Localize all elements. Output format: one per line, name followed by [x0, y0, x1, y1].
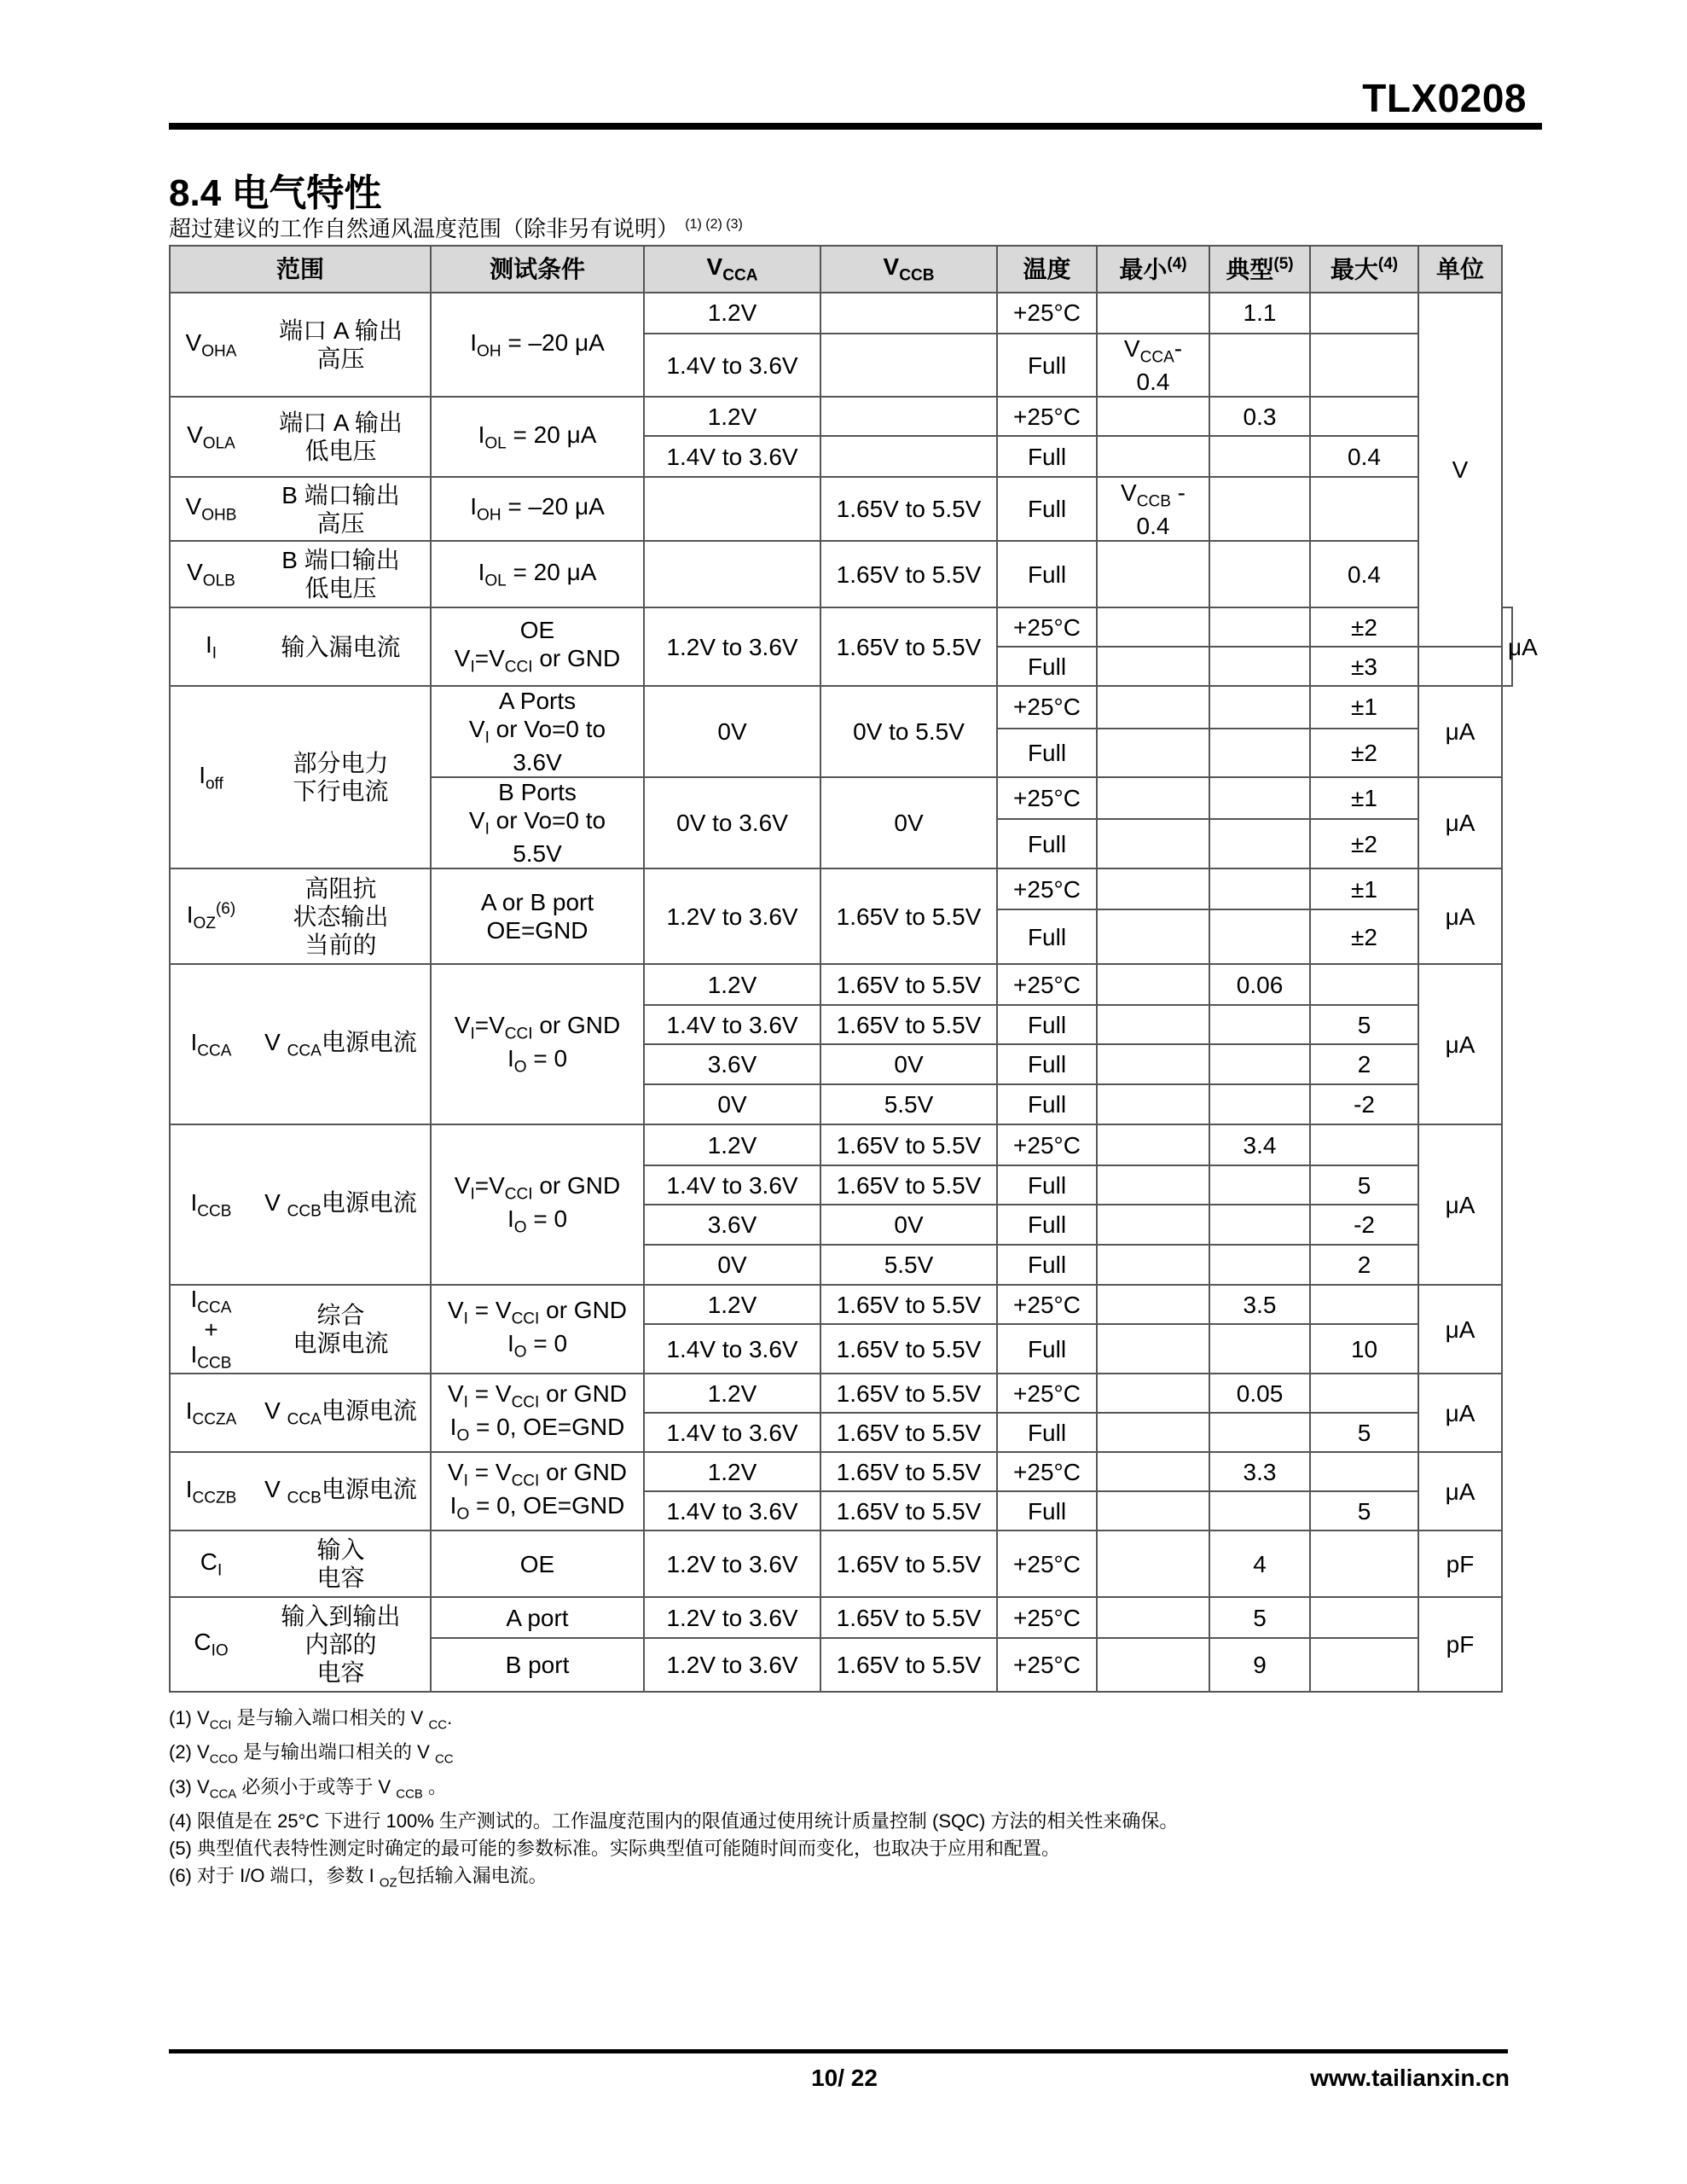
- max-cell: ±2: [1310, 729, 1418, 778]
- min-cell-voha: $V_{CCA}-$ 0.4: [1097, 334, 1209, 397]
- vcca-cell: 0V: [644, 1245, 820, 1285]
- temp-cell: +25°C: [997, 964, 1097, 1005]
- typ-cell: [1209, 436, 1310, 477]
- typ-cell: 3.5: [1209, 1285, 1310, 1324]
- table-row: [170, 477, 1512, 541]
- description-volb: B 端口输出 低电压: [252, 541, 431, 607]
- min-cell: [1097, 1165, 1209, 1205]
- vcca-cell: 1.2V: [644, 1285, 820, 1324]
- unit-cell: μA: [1418, 686, 1502, 777]
- vcca-cell: 1.2V: [644, 964, 820, 1005]
- table-row: [170, 1285, 1512, 1324]
- vccb-cell: 1.65V to 5.5V: [820, 1124, 997, 1165]
- table-row: [170, 686, 1512, 728]
- condition-iccb: $V_I=V_{CCI}$ or GND $I_O = 0$: [431, 1124, 644, 1285]
- vcca-cell: 1.2V: [644, 293, 820, 334]
- header-conditions: 测试条件: [431, 246, 644, 293]
- min-cell: [1097, 1452, 1209, 1491]
- vccb-cell: [820, 397, 997, 436]
- max-cell: 2: [1310, 1044, 1418, 1084]
- max-cell: ±2: [1310, 607, 1418, 647]
- typ-cell: 0.3: [1209, 397, 1310, 436]
- temp-cell: Full: [997, 477, 1097, 541]
- min-cell: [1097, 436, 1209, 477]
- condition-cio-b: B port: [431, 1638, 644, 1692]
- temp-cell: +25°C: [997, 1531, 1097, 1597]
- vcca-cell: 1.2V to 3.6V: [644, 607, 820, 686]
- vcca-cell: 0V: [644, 1084, 820, 1124]
- max-cell: 0.4: [1310, 541, 1418, 607]
- condition-ii: OE $V_I=V_{CCI}$ or GND: [431, 607, 644, 686]
- typ-cell: [1209, 868, 1310, 909]
- temp-cell: Full: [997, 1413, 1097, 1452]
- max-cell: [1310, 397, 1418, 436]
- max-cell: ±2: [1310, 819, 1418, 868]
- temp-cell: +25°C: [997, 868, 1097, 909]
- temp-cell: +25°C: [997, 1285, 1097, 1324]
- table-header-row: [170, 246, 1512, 293]
- vccb-cell: 0V: [820, 1044, 997, 1084]
- footnote-4: (4) 限值是在 25°C 下进行 100% 生产测试的。工作温度范围内的限值通过使用统计质量控制 (SQC) 方法的相关性来确保。: [169, 1810, 1179, 1833]
- symbol-iccza: $I_{CCZA}$: [170, 1374, 252, 1452]
- vccb-cell: 1.65V to 5.5V: [820, 1597, 997, 1638]
- typ-cell: [1209, 1005, 1310, 1044]
- vcca-cell: 1.4V to 3.6V: [644, 334, 820, 397]
- table-row: [170, 1124, 1512, 1165]
- table-row: [170, 1374, 1512, 1413]
- vccb-cell: 5.5V: [820, 1245, 997, 1285]
- max-cell: 0.4: [1310, 436, 1418, 477]
- temp-cell: Full: [997, 729, 1097, 778]
- symbol-vohb: $V_{OHB}$: [170, 477, 252, 541]
- temp-cell: +25°C: [997, 777, 1097, 819]
- typ-cell: [1209, 607, 1310, 647]
- temp-cell: +25°C: [997, 686, 1097, 728]
- vcca-cell: 1.4V to 3.6V: [644, 1413, 820, 1452]
- vccb-cell: 0V: [820, 1205, 997, 1245]
- min-cell: [1097, 1638, 1209, 1692]
- min-cell: [1097, 1413, 1209, 1452]
- max-cell: ±3: [1310, 647, 1418, 686]
- table-row: [170, 293, 1512, 334]
- unit-cell: μA: [1418, 868, 1502, 964]
- vccb-cell: 1.65V to 5.5V: [820, 964, 997, 1005]
- vccb-cell: 1.65V to 5.5V: [820, 1638, 997, 1692]
- symbol-icca: $I_{CCA}$: [170, 964, 252, 1124]
- vcca-cell: 1.2V: [644, 397, 820, 436]
- temp-cell: Full: [997, 647, 1097, 686]
- typ-cell: [1209, 334, 1310, 397]
- typ-cell: 3.4: [1209, 1124, 1310, 1165]
- condition-cio-a: A port: [431, 1597, 644, 1638]
- header-vcca: $V_{CCA}$: [644, 246, 820, 293]
- vcca-cell: 1.4V to 3.6V: [644, 1005, 820, 1044]
- symbol-icca-plus-iccb: $I_{CCA}$ + $I_{CCB}$: [170, 1285, 252, 1374]
- symbol-icczb: $I_{CCZB}$: [170, 1452, 252, 1531]
- temp-cell: Full: [997, 541, 1097, 607]
- max-cell: ±1: [1310, 686, 1418, 728]
- min-cell: [1097, 1374, 1209, 1413]
- typ-cell: 0.06: [1209, 964, 1310, 1005]
- min-cell: [1097, 541, 1209, 607]
- max-cell: -2: [1310, 1205, 1418, 1245]
- header-vccb: $V_{CCB}$: [820, 246, 997, 293]
- description-iccb: V $_{CCB}$电源电流: [252, 1124, 431, 1285]
- vccb-cell: 1.65V to 5.5V: [820, 541, 997, 607]
- temp-cell: Full: [997, 1491, 1097, 1531]
- vcca-cell: 1.2V to 3.6V: [644, 1597, 820, 1638]
- description-voha: 端口 A 输出 高压: [252, 293, 431, 397]
- typ-cell: [1209, 1245, 1310, 1285]
- min-cell: [1097, 1205, 1209, 1245]
- min-cell: [1097, 686, 1209, 728]
- max-cell: -2: [1310, 1084, 1418, 1124]
- max-cell: 5: [1310, 1491, 1418, 1531]
- typ-cell: [1209, 647, 1310, 686]
- typ-cell: [1209, 1165, 1310, 1205]
- typ-cell: [1209, 1413, 1310, 1452]
- section-subtitle-text: 超过建议的工作自然通风温度范围（除非另有说明）: [169, 216, 680, 241]
- vccb-cell: 1.65V to 5.5V: [820, 868, 997, 964]
- typ-cell: [1209, 1205, 1310, 1245]
- max-cell: ±1: [1310, 777, 1418, 819]
- vcca-cell: 1.4V to 3.6V: [644, 1491, 820, 1531]
- symbol-volb: $V_{OLB}$: [170, 541, 252, 607]
- condition-vohb: $I_{OH} = -20$ μA: [431, 477, 644, 541]
- symbol-ioff: $I_{off}$: [170, 686, 252, 868]
- page-number: 10/ 22: [811, 2065, 878, 2091]
- unit-cell: μA: [1418, 1452, 1502, 1531]
- max-cell: [1310, 1531, 1418, 1597]
- min-cell: [1097, 1245, 1209, 1285]
- table-row: [170, 868, 1512, 909]
- max-cell: 2: [1310, 1245, 1418, 1285]
- min-cell-vohb: $V_{CCB}$ - 0.4: [1097, 477, 1209, 541]
- min-cell: [1097, 1597, 1209, 1638]
- vcca-cell: 0V: [644, 686, 820, 777]
- description-ci: 输入 电容: [252, 1531, 431, 1597]
- typ-cell: [1209, 909, 1310, 964]
- vccb-cell: 1.65V to 5.5V: [820, 477, 997, 541]
- symbol-vola: $V_{OLA}$: [170, 397, 252, 477]
- vccb-cell: 1.65V to 5.5V: [820, 1452, 997, 1491]
- vccb-cell: 1.65V to 5.5V: [820, 607, 997, 686]
- document-part-number: TLX0208: [1362, 76, 1527, 120]
- description-icczb: V $_{CCB}$电源电流: [252, 1452, 431, 1531]
- min-cell: [1097, 1324, 1209, 1374]
- condition-ci: OE: [431, 1531, 644, 1597]
- temp-cell: Full: [997, 1084, 1097, 1124]
- max-cell: [1310, 1285, 1418, 1324]
- min-cell: [1097, 607, 1209, 647]
- description-ioz: 高阻抗 状态输出 当前的: [252, 868, 431, 964]
- max-cell: 10: [1310, 1324, 1418, 1374]
- temp-cell: Full: [997, 819, 1097, 868]
- temp-cell: +25°C: [997, 293, 1097, 334]
- typ-cell: 1.1: [1209, 293, 1310, 334]
- temp-cell: +25°C: [997, 1452, 1097, 1491]
- condition-ioff-b: B Ports $V_I$ or Vo=0 to 5.5V: [431, 777, 644, 868]
- min-cell: [1097, 397, 1209, 436]
- description-vola: 端口 A 输出 低电压: [252, 397, 431, 477]
- vcca-cell: 1.4V to 3.6V: [644, 1165, 820, 1205]
- vcca-cell: 1.2V to 3.6V: [644, 1531, 820, 1597]
- unit-volts: V: [1418, 293, 1502, 647]
- temp-cell: Full: [997, 1205, 1097, 1245]
- min-cell: [1097, 1005, 1209, 1044]
- max-cell: 5: [1310, 1005, 1418, 1044]
- header-typ: 典型$^{(5)}$: [1209, 246, 1310, 293]
- vcca-cell: 1.2V to 3.6V: [644, 868, 820, 964]
- website-link[interactable]: www.tailianxin.cn: [1310, 2065, 1510, 2091]
- vccb-cell: 0V: [820, 777, 997, 868]
- section-title: 8.4 电气特性: [169, 172, 382, 214]
- footnote-1: (1) $V_{CCI}$ 是与输入端口相关的 V $_{CC}$.: [169, 1707, 453, 1733]
- typ-cell: [1209, 777, 1310, 819]
- min-cell: [1097, 777, 1209, 819]
- description-combined: 综合 电源电流: [252, 1285, 431, 1374]
- vccb-cell: 0V to 5.5V: [820, 686, 997, 777]
- min-cell: [1097, 868, 1209, 909]
- vcca-cell: [644, 541, 820, 607]
- unit-cell: μA: [1418, 964, 1502, 1124]
- temp-cell: +25°C: [997, 1124, 1097, 1165]
- vccb-cell: 1.65V to 5.5V: [820, 1165, 997, 1205]
- min-cell: [1097, 964, 1209, 1005]
- condition-vola: $I_{OL} = 20$ μA: [431, 397, 644, 477]
- temp-cell: +25°C: [997, 607, 1097, 647]
- typ-cell: [1209, 819, 1310, 868]
- typ-cell: [1209, 477, 1310, 541]
- symbol-iccb: $I_{CCB}$: [170, 1124, 252, 1285]
- max-cell: [1310, 293, 1418, 334]
- min-cell: [1097, 729, 1209, 778]
- vccb-cell: [820, 334, 997, 397]
- min-cell: [1097, 293, 1209, 334]
- condition-ioz: A or B port OE=GND: [431, 868, 644, 964]
- max-cell: [1310, 477, 1418, 541]
- section-subtitle: [169, 212, 743, 243]
- header-rule: [169, 123, 1542, 130]
- temp-cell: +25°C: [997, 1638, 1097, 1692]
- description-ii: 输入漏电流: [252, 607, 431, 686]
- min-cell: [1097, 909, 1209, 964]
- temp-cell: Full: [997, 1324, 1097, 1374]
- max-cell: ±2: [1310, 909, 1418, 964]
- temp-cell: Full: [997, 1245, 1097, 1285]
- typ-cell: 9: [1209, 1638, 1310, 1692]
- unit-cell: μA: [1418, 1285, 1502, 1374]
- unit-cell: pF: [1418, 1597, 1502, 1692]
- typ-cell: [1209, 729, 1310, 778]
- vccb-cell: 1.65V to 5.5V: [820, 1374, 997, 1413]
- unit-cell: μA: [1418, 777, 1502, 868]
- unit-cell: μA: [1418, 1374, 1502, 1452]
- header-max: 最大$^{(4)}$: [1310, 246, 1418, 293]
- min-cell: [1097, 819, 1209, 868]
- description-icca: V $_{CCA}$电源电流: [252, 964, 431, 1124]
- condition-combined: $V_I = V_{CCI}$ or GND $I_O = 0$: [431, 1285, 644, 1374]
- symbol-ii: $I_I$: [170, 607, 252, 686]
- temp-cell: +25°C: [997, 1597, 1097, 1638]
- footnote-3: (3) $V_{CCA}$ 必须小于或等于 V $_{CCB}$ 。: [169, 1775, 447, 1802]
- temp-cell: Full: [997, 909, 1097, 964]
- vcca-cell: 1.2V: [644, 1452, 820, 1491]
- vcca-cell: 3.6V: [644, 1044, 820, 1084]
- vccb-cell: [820, 293, 997, 334]
- vccb-cell: 5.5V: [820, 1084, 997, 1124]
- vcca-cell: 1.2V: [644, 1124, 820, 1165]
- unit-cell: μA: [1502, 607, 1512, 686]
- description-iccza: V $_{CCA}$电源电流: [252, 1374, 431, 1452]
- vccb-cell: 1.65V to 5.5V: [820, 1005, 997, 1044]
- condition-iccza: $V_I = V_{CCI}$ or GND $I_O = 0$, OE=GND: [431, 1374, 644, 1452]
- typ-cell: 4: [1209, 1531, 1310, 1597]
- description-vohb: B 端口输出 高压: [252, 477, 431, 541]
- condition-icczb: $V_I = V_{CCI}$ or GND $I_O = 0$, OE=GND: [431, 1452, 644, 1531]
- header-temp: 温度: [997, 246, 1097, 293]
- min-cell: [1097, 1124, 1209, 1165]
- max-cell: 5: [1310, 1165, 1418, 1205]
- typ-cell: [1209, 1491, 1310, 1531]
- unit-cell: pF: [1418, 1531, 1502, 1597]
- max-cell: [1310, 1452, 1418, 1491]
- temp-cell: +25°C: [997, 1374, 1097, 1413]
- min-cell: [1097, 1531, 1209, 1597]
- vcca-cell: 1.4V to 3.6V: [644, 1324, 820, 1374]
- temp-cell: Full: [997, 436, 1097, 477]
- min-cell: [1097, 1084, 1209, 1124]
- table-row: [170, 541, 1512, 607]
- vcca-cell: 1.2V: [644, 1374, 820, 1413]
- header-range: 范围: [170, 246, 431, 293]
- symbol-cio: $C_{IO}$: [170, 1597, 252, 1692]
- typ-cell: [1209, 1084, 1310, 1124]
- description-ioff: 部分电力 下行电流: [252, 686, 431, 868]
- min-cell: [1097, 647, 1209, 686]
- temp-cell: Full: [997, 334, 1097, 397]
- table-row: [170, 397, 1512, 436]
- typ-cell: 3.3: [1209, 1452, 1310, 1491]
- header-min: 最小$^{(4)}$: [1097, 246, 1209, 293]
- table-row: [170, 1452, 1512, 1491]
- footnote-5: (5) 典型值代表特性测定时确定的最可能的参数标准。实际典型值可能随时间而变化，也取决于应用和配置。: [169, 1838, 1061, 1860]
- max-cell: [1310, 1374, 1418, 1413]
- vccb-cell: 1.65V to 5.5V: [820, 1531, 997, 1597]
- footnote-2: (2) $V_{CCO}$ 是与输出端口相关的 V $_{CC}$: [169, 1741, 454, 1767]
- footer-rule: [169, 2049, 1508, 2053]
- typ-cell: [1209, 686, 1310, 728]
- table-row: [170, 1531, 1512, 1597]
- min-cell: [1097, 1285, 1209, 1324]
- min-cell: [1097, 1491, 1209, 1531]
- vcca-cell: 1.4V to 3.6V: [644, 436, 820, 477]
- condition-voha: $I_{OH} = -20$ μA: [431, 293, 644, 397]
- temp-cell: Full: [997, 1165, 1097, 1205]
- condition-ioff-a: A Ports $V_I$ or Vo=0 to 3.6V: [431, 686, 644, 777]
- table-row: [170, 607, 1512, 647]
- symbol-ci: $C_I$: [170, 1531, 252, 1597]
- vcca-cell: 1.2V to 3.6V: [644, 1638, 820, 1692]
- max-cell: [1310, 1597, 1418, 1638]
- max-cell: [1310, 1638, 1418, 1692]
- vccb-cell: 1.65V to 5.5V: [820, 1285, 997, 1324]
- table-row: [170, 1597, 1512, 1638]
- electrical-characteristics-table: [169, 245, 1538, 1693]
- unit-cell: μA: [1418, 1124, 1502, 1285]
- typ-cell: [1209, 1324, 1310, 1374]
- vccb-cell: [820, 436, 997, 477]
- section-subtitle-notes: (1) (2) (3): [685, 217, 743, 232]
- vccb-cell: 1.65V to 5.5V: [820, 1324, 997, 1374]
- vccb-cell: 1.65V to 5.5V: [820, 1413, 997, 1452]
- condition-icca: $V_I=V_{CCI}$ or GND $I_O = 0$: [431, 964, 644, 1124]
- symbol-ioz: $I_{OZ}^{(6)}$: [170, 868, 252, 964]
- vcca-cell: [644, 477, 820, 541]
- description-cio: 输入到输出 内部的 电容: [252, 1597, 431, 1692]
- vcca-cell: 3.6V: [644, 1205, 820, 1245]
- vccb-cell: 1.65V to 5.5V: [820, 1491, 997, 1531]
- max-cell: [1310, 964, 1418, 1005]
- header-unit: 单位: [1418, 246, 1502, 293]
- typ-cell: 0.05: [1209, 1374, 1310, 1413]
- typ-cell: [1209, 1044, 1310, 1084]
- min-cell: [1097, 1044, 1209, 1084]
- symbol-voha: $V_{OHA}$: [170, 293, 252, 397]
- max-cell: [1310, 334, 1418, 397]
- max-cell: ±1: [1310, 868, 1418, 909]
- max-cell: 5: [1310, 1413, 1418, 1452]
- footnote-6: (6) 对于 I/O 端口，参数 I $_{OZ}$包括输入漏电流。: [169, 1865, 548, 1891]
- condition-volb: $I_{OL} = 20$ μA: [431, 541, 644, 607]
- temp-cell: +25°C: [997, 397, 1097, 436]
- temp-cell: Full: [997, 1044, 1097, 1084]
- typ-cell: [1209, 541, 1310, 607]
- temp-cell: Full: [997, 1005, 1097, 1044]
- footnotes: [169, 1705, 1525, 1897]
- typ-cell: 5: [1209, 1597, 1310, 1638]
- table-row: [170, 964, 1512, 1005]
- max-cell: [1310, 1124, 1418, 1165]
- vcca-cell: 0V to 3.6V: [644, 777, 820, 868]
